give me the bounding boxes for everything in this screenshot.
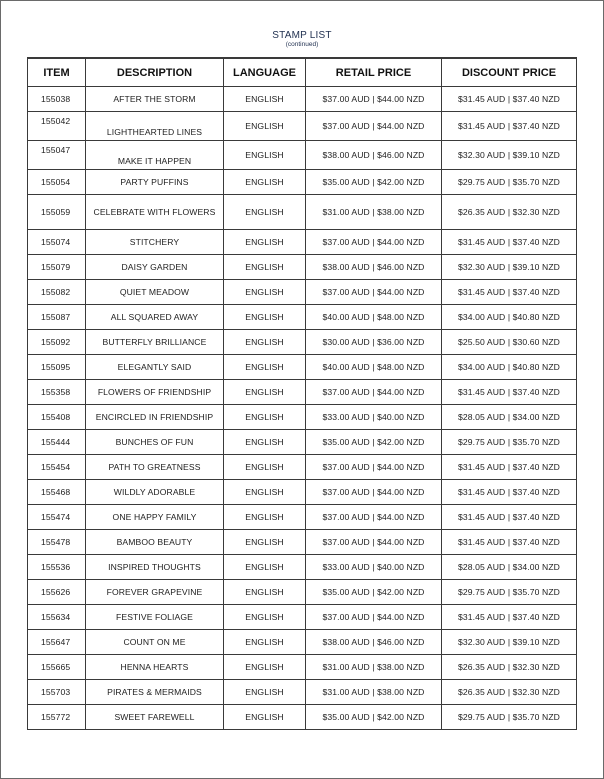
discount-price-cell: $26.35 AUD | $32.30 NZD (442, 680, 577, 705)
retail-price-cell: $31.00 AUD | $38.00 NZD (306, 680, 442, 705)
discount-price-cell: $31.45 AUD | $37.40 NZD (442, 380, 577, 405)
table-row (28, 255, 577, 280)
table-row (28, 355, 577, 380)
page-subtitle: (continued) (285, 41, 319, 48)
description-cell: CELEBRATE WITH FLOWERS (86, 195, 224, 230)
item-cell: 155358 (28, 380, 86, 405)
table-header-row (28, 58, 577, 87)
column-header-retail-price: RETAIL PRICE (306, 58, 442, 87)
item-cell: 155087 (28, 305, 86, 330)
retail-price-cell: $38.00 AUD | $46.00 NZD (306, 255, 442, 280)
description-cell: MAKE IT HAPPEN (86, 141, 224, 170)
discount-price-cell: $28.05 AUD | $34.00 NZD (442, 555, 577, 580)
description-cell: ELEGANTLY SAID (86, 355, 224, 380)
description-cell: AFTER THE STORM (86, 87, 224, 112)
retail-price-cell: $35.00 AUD | $42.00 NZD (306, 705, 442, 730)
retail-price-cell: $30.00 AUD | $36.00 NZD (306, 330, 442, 355)
description-cell: COUNT ON ME (86, 630, 224, 655)
retail-price-cell: $31.00 AUD | $38.00 NZD (306, 655, 442, 680)
item-cell: 155095 (28, 355, 86, 380)
language-cell: ENGLISH (224, 555, 306, 580)
retail-price-cell: $37.00 AUD | $44.00 NZD (306, 230, 442, 255)
retail-price-cell: $35.00 AUD | $42.00 NZD (306, 580, 442, 605)
retail-price-cell: $37.00 AUD | $44.00 NZD (306, 280, 442, 305)
table-row (28, 430, 577, 455)
language-cell: ENGLISH (224, 255, 306, 280)
item-cell: 155703 (28, 680, 86, 705)
discount-price-cell: $26.35 AUD | $32.30 NZD (442, 195, 577, 230)
item-cell: 155047 (28, 141, 86, 170)
retail-price-cell: $40.00 AUD | $48.00 NZD (306, 355, 442, 380)
table-row (28, 170, 577, 195)
column-header-item: ITEM (28, 58, 86, 87)
description-cell: HENNA HEARTS (86, 655, 224, 680)
table-row (28, 480, 577, 505)
table-row (28, 305, 577, 330)
language-cell: ENGLISH (224, 655, 306, 680)
retail-price-cell: $35.00 AUD | $42.00 NZD (306, 430, 442, 455)
table-row (28, 87, 577, 112)
retail-price-cell: $37.00 AUD | $44.00 NZD (306, 112, 442, 141)
description-cell: LIGHTHEARTED LINES (86, 112, 224, 141)
table-row (28, 141, 577, 170)
description-cell: BAMBOO BEAUTY (86, 530, 224, 555)
description-cell: PIRATES & MERMAIDS (86, 680, 224, 705)
table-row (28, 705, 577, 730)
description-cell: INSPIRED THOUGHTS (86, 555, 224, 580)
stamp-table (27, 57, 577, 730)
discount-price-cell: $28.05 AUD | $34.00 NZD (442, 405, 577, 430)
language-cell: ENGLISH (224, 430, 306, 455)
description-cell: WILDLY ADORABLE (86, 480, 224, 505)
discount-price-cell: $31.45 AUD | $37.40 NZD (442, 505, 577, 530)
retail-price-cell: $40.00 AUD | $48.00 NZD (306, 305, 442, 330)
table-body (28, 87, 577, 730)
item-cell: 155079 (28, 255, 86, 280)
language-cell: ENGLISH (224, 455, 306, 480)
item-cell: 155626 (28, 580, 86, 605)
description-cell: QUIET MEADOW (86, 280, 224, 305)
table-row (28, 505, 577, 530)
discount-price-cell: $29.75 AUD | $35.70 NZD (442, 170, 577, 195)
discount-price-cell: $32.30 AUD | $39.10 NZD (442, 630, 577, 655)
retail-price-cell: $37.00 AUD | $44.00 NZD (306, 87, 442, 112)
item-cell: 155092 (28, 330, 86, 355)
discount-price-cell: $31.45 AUD | $37.40 NZD (442, 605, 577, 630)
discount-price-cell: $31.45 AUD | $37.40 NZD (442, 280, 577, 305)
item-cell: 155478 (28, 530, 86, 555)
table-row (28, 112, 577, 141)
item-cell: 155772 (28, 705, 86, 730)
item-cell: 155665 (28, 655, 86, 680)
table-row (28, 380, 577, 405)
language-cell: ENGLISH (224, 605, 306, 630)
table-row (28, 630, 577, 655)
language-cell: ENGLISH (224, 480, 306, 505)
language-cell: ENGLISH (224, 530, 306, 555)
item-cell: 155536 (28, 555, 86, 580)
table-row (28, 530, 577, 555)
column-header-description: DESCRIPTION (86, 58, 224, 87)
retail-price-cell: $38.00 AUD | $46.00 NZD (306, 141, 442, 170)
retail-price-cell: $38.00 AUD | $46.00 NZD (306, 630, 442, 655)
description-cell: STITCHERY (86, 230, 224, 255)
discount-price-cell: $31.45 AUD | $37.40 NZD (442, 112, 577, 141)
discount-price-cell: $31.45 AUD | $37.40 NZD (442, 455, 577, 480)
language-cell: ENGLISH (224, 580, 306, 605)
retail-price-cell: $33.00 AUD | $40.00 NZD (306, 555, 442, 580)
discount-price-cell: $25.50 AUD | $30.60 NZD (442, 330, 577, 355)
description-cell: PATH TO GREATNESS (86, 455, 224, 480)
discount-price-cell: $32.30 AUD | $39.10 NZD (442, 255, 577, 280)
discount-price-cell: $26.35 AUD | $32.30 NZD (442, 655, 577, 680)
table-row (28, 230, 577, 255)
discount-price-cell: $34.00 AUD | $40.80 NZD (442, 305, 577, 330)
description-cell: ALL SQUARED AWAY (86, 305, 224, 330)
item-cell: 155074 (28, 230, 86, 255)
item-cell: 155054 (28, 170, 86, 195)
table-row (28, 605, 577, 630)
item-cell: 155038 (28, 87, 86, 112)
table-row (28, 280, 577, 305)
language-cell: ENGLISH (224, 330, 306, 355)
retail-price-cell: $37.00 AUD | $44.00 NZD (306, 480, 442, 505)
discount-price-cell: $32.30 AUD | $39.10 NZD (442, 141, 577, 170)
language-cell: ENGLISH (224, 355, 306, 380)
language-cell: ENGLISH (224, 630, 306, 655)
table-row (28, 580, 577, 605)
column-header-discount-price: DISCOUNT PRICE (442, 58, 577, 87)
discount-price-cell: $31.45 AUD | $37.40 NZD (442, 530, 577, 555)
discount-price-cell: $29.75 AUD | $35.70 NZD (442, 430, 577, 455)
language-cell: ENGLISH (224, 505, 306, 530)
language-cell: ENGLISH (224, 380, 306, 405)
description-cell: PARTY PUFFINS (86, 170, 224, 195)
table-row (28, 330, 577, 355)
language-cell: ENGLISH (224, 305, 306, 330)
item-cell: 155454 (28, 455, 86, 480)
item-cell: 155408 (28, 405, 86, 430)
retail-price-cell: $37.00 AUD | $44.00 NZD (306, 505, 442, 530)
language-cell: ENGLISH (224, 87, 306, 112)
language-cell: ENGLISH (224, 195, 306, 230)
retail-price-cell: $37.00 AUD | $44.00 NZD (306, 530, 442, 555)
language-cell: ENGLISH (224, 141, 306, 170)
description-cell: DAISY GARDEN (86, 255, 224, 280)
language-cell: ENGLISH (224, 680, 306, 705)
language-cell: ENGLISH (224, 170, 306, 195)
table-row (28, 405, 577, 430)
table-row (28, 555, 577, 580)
description-cell: FOREVER GRAPEVINE (86, 580, 224, 605)
description-cell: SWEET FAREWELL (86, 705, 224, 730)
language-cell: ENGLISH (224, 280, 306, 305)
language-cell: ENGLISH (224, 405, 306, 430)
discount-price-cell: $31.45 AUD | $37.40 NZD (442, 87, 577, 112)
item-cell: 155059 (28, 195, 86, 230)
retail-price-cell: $35.00 AUD | $42.00 NZD (306, 170, 442, 195)
retail-price-cell: $37.00 AUD | $44.00 NZD (306, 380, 442, 405)
description-cell: BUNCHES OF FUN (86, 430, 224, 455)
description-cell: ENCIRCLED IN FRIENDSHIP (86, 405, 224, 430)
item-cell: 155474 (28, 505, 86, 530)
item-cell: 155647 (28, 630, 86, 655)
discount-price-cell: $29.75 AUD | $35.70 NZD (442, 705, 577, 730)
table-row (28, 455, 577, 480)
item-cell: 155042 (28, 112, 86, 141)
table-row (28, 195, 577, 230)
language-cell: ENGLISH (224, 112, 306, 141)
table-row (28, 655, 577, 680)
discount-price-cell: $31.45 AUD | $37.40 NZD (442, 230, 577, 255)
language-cell: ENGLISH (224, 230, 306, 255)
page-title: STAMP LIST (272, 30, 332, 41)
item-cell: 155634 (28, 605, 86, 630)
item-cell: 155444 (28, 430, 86, 455)
discount-price-cell: $29.75 AUD | $35.70 NZD (442, 580, 577, 605)
discount-price-cell: $31.45 AUD | $37.40 NZD (442, 480, 577, 505)
table-row (28, 680, 577, 705)
language-cell: ENGLISH (224, 705, 306, 730)
retail-price-cell: $33.00 AUD | $40.00 NZD (306, 405, 442, 430)
description-cell: ONE HAPPY FAMILY (86, 505, 224, 530)
item-cell: 155468 (28, 480, 86, 505)
retail-price-cell: $31.00 AUD | $38.00 NZD (306, 195, 442, 230)
retail-price-cell: $37.00 AUD | $44.00 NZD (306, 455, 442, 480)
description-cell: FLOWERS OF FRIENDSHIP (86, 380, 224, 405)
description-cell: FESTIVE FOLIAGE (86, 605, 224, 630)
retail-price-cell: $37.00 AUD | $44.00 NZD (306, 605, 442, 630)
column-header-language: LANGUAGE (224, 58, 306, 87)
description-cell: BUTTERFLY BRILLIANCE (86, 330, 224, 355)
item-cell: 155082 (28, 280, 86, 305)
discount-price-cell: $34.00 AUD | $40.80 NZD (442, 355, 577, 380)
